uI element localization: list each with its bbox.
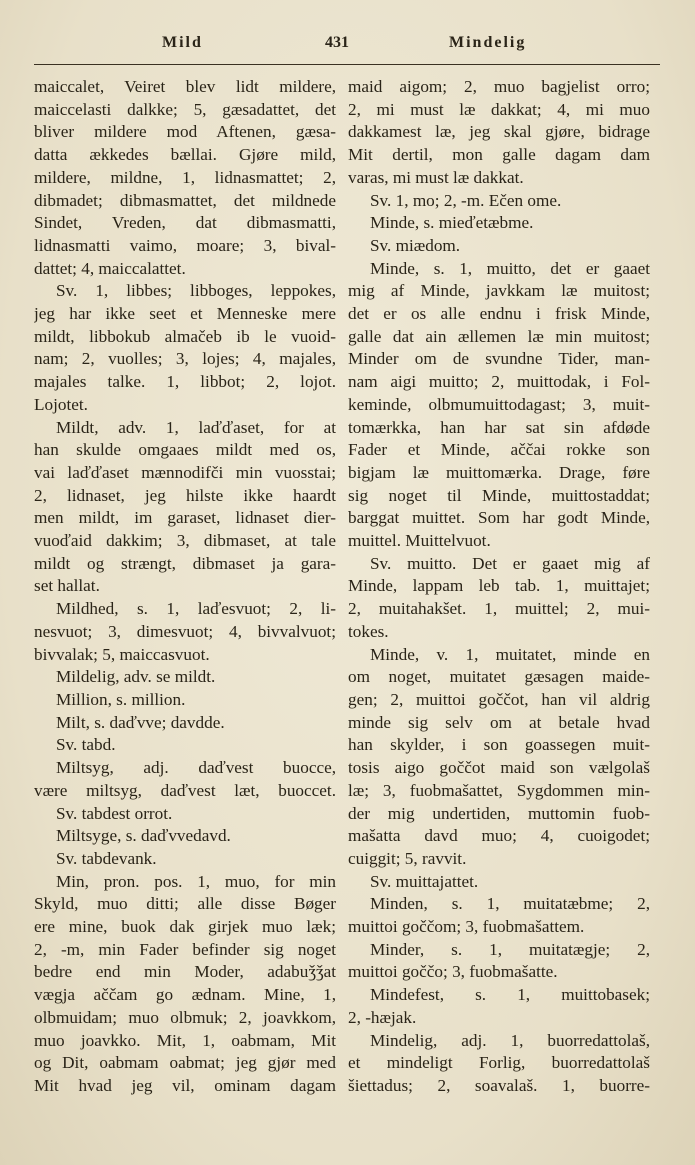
text-line: han skulde omgaaes mildt med os, bbox=[34, 440, 336, 460]
right-column bbox=[348, 76, 650, 1098]
text-line: Miltsyg, adj. daďvest buocce, bbox=[56, 758, 336, 778]
text-line: majales talke. 1, libbot; 2, lojot. bbox=[34, 372, 336, 392]
text-line: vægja aččam go ædnam. Mine, 1, bbox=[34, 985, 336, 1005]
text-line: cuiggit; 5, ravvit. bbox=[348, 848, 467, 868]
text-line: bivvalak; 5, maiccasvuot. bbox=[34, 644, 210, 664]
text-line: vai laďďaset mænnodifči min vuosstai; bbox=[34, 462, 336, 482]
text-line: varas, mi must læ dakkat. bbox=[348, 167, 524, 187]
text-line: det er os alle endnu i frisk Minde, bbox=[348, 304, 650, 324]
text-line: mildere, mildne, 1, lidnasmattet; 2, bbox=[34, 167, 336, 187]
text-line: et mindeligt Forlig, buorredattolaš bbox=[348, 1053, 650, 1073]
text-line: jeg har ikke seet et Menneske mere bbox=[34, 304, 336, 324]
text-line: Mindelig, adj. 1, buorredattolaš, bbox=[370, 1030, 650, 1050]
text-line: lidnasmatti vaimo, moare; 3, bival- bbox=[34, 235, 336, 255]
text-line: Mindefest, s. 1, muittobasek; bbox=[370, 985, 650, 1005]
text-line: tomærkka, han har sat sin afdøde bbox=[348, 417, 650, 437]
text-line: muittel. Muittelvuot. bbox=[348, 531, 491, 551]
text-line: Sv. 1, libbes; libboges, leppokes, bbox=[56, 281, 336, 301]
text-line: 2, -m, min Fader befinder sig noget bbox=[34, 939, 336, 959]
header-left-word: Mild bbox=[162, 34, 203, 51]
text-line: Min, pron. pos. 1, muo, for min bbox=[56, 871, 336, 891]
text-line: 2, -hæjak. bbox=[348, 1007, 417, 1027]
text-line: dakkamest læ, jeg skal gjøre, bidrage bbox=[348, 122, 650, 142]
text-line: Mildelig, adv. se mildt. bbox=[56, 667, 216, 687]
text-line: der mig undertiden, muttomin fuob- bbox=[348, 803, 650, 823]
text-line: Sindet, Vreden, dat dibmasmatti, bbox=[34, 213, 336, 233]
text-line: muo joavkko. Mit, 1, oabmam, Mit bbox=[34, 1030, 336, 1050]
text-line: nam aigi muitto; 2, muittodak, i Fol- bbox=[348, 372, 650, 392]
text-line: sig noget til Minde, muittostaddat; bbox=[348, 485, 650, 505]
text-line: Mit dertil, mon galle dagam dam bbox=[348, 145, 650, 165]
text-line: minde sig selv om at betale hvad bbox=[348, 712, 650, 732]
text-line: vuoďaid dakkim; 3, dibmaset, at tale bbox=[34, 531, 336, 551]
text-line: og Dit, oabmam oabmat; jeg gjør med bbox=[34, 1053, 336, 1073]
text-line: maiccalet, Veiret blev lidt mildere, bbox=[34, 77, 336, 96]
text-line: Sv. tabd. bbox=[56, 735, 116, 755]
text-line: Sv. muittajattet. bbox=[370, 871, 479, 891]
text-line: han skylder, i son goassegen muit- bbox=[348, 735, 650, 755]
text-line: Sv. miædom. bbox=[370, 235, 461, 255]
text-line: dattet; 4, maiccalattet. bbox=[34, 258, 186, 278]
text-line: galle dat ain ællemen læ min muitost; bbox=[348, 326, 650, 346]
text-line: datta ækkedes bællai. Gjøre mild, bbox=[34, 145, 336, 165]
text-line: mildt og strængt, dibmaset ja gara- bbox=[34, 553, 336, 573]
text-line: læ; 3, fuobmašattet, Sygdommen min- bbox=[348, 780, 650, 800]
text-line: tokes. bbox=[348, 621, 389, 641]
text-line: Minden, s. 1, muitatæbme; 2, bbox=[370, 894, 650, 914]
text-line: Skyld, muo ditti; alle disse Bøger bbox=[34, 894, 336, 914]
text-line: tosis aigo goččot maid son vælgolaš bbox=[348, 758, 650, 778]
text-line: 2, lidnaset, jeg hilste ikke haardt bbox=[34, 485, 336, 505]
text-line: šiettadus; 2, soavalaš. 1, buorre- bbox=[348, 1075, 650, 1095]
text-line: maid aigom; 2, muo bagjelist orro; bbox=[348, 77, 650, 96]
text-line: men mildt, im garaset, lidnaset dier- bbox=[34, 508, 336, 528]
text-line: keminde, olbmumuittodagast; 3, muit- bbox=[348, 394, 650, 414]
text-line: maiccelasti dalkke; 5, gæsadattet, det bbox=[34, 99, 336, 119]
text-line: Lojotet. bbox=[34, 394, 88, 414]
text-line: Minde, v. 1, muitatet, minde en bbox=[370, 644, 650, 664]
text-line: Fader et Minde, aččai rokke son bbox=[348, 440, 650, 460]
running-header bbox=[0, 34, 695, 60]
text-line: 2, mi must læ dakkat; 4, mi muo bbox=[348, 99, 650, 119]
text-line: Minde, s. mieďetæbme. bbox=[370, 213, 534, 233]
text-line: Minder om de svundne Tider, man- bbox=[348, 349, 650, 369]
text-line: mig af Minde, javkkam læ muitost; bbox=[348, 281, 650, 301]
header-rule bbox=[34, 64, 660, 65]
text-line: Million, s. million. bbox=[56, 689, 186, 709]
text-line: ere mine, buok dak girjek muo læk; bbox=[34, 917, 336, 937]
text-line: Sv. muitto. Det er gaaet mig af bbox=[370, 553, 650, 573]
text-line: om noget, muitatet gæsagen maide- bbox=[348, 667, 650, 687]
text-line: Mildhed, s. 1, laďesvuot; 2, li- bbox=[56, 599, 336, 619]
text-line: Mildt, adv. 1, laďďaset, for at bbox=[56, 417, 336, 437]
text-line: Sv. tabdevank. bbox=[56, 848, 157, 868]
text-line: barggat muittet. Som har godt Minde, bbox=[348, 508, 650, 528]
text-line: mildt, libbokub almačeb ib le vuoid- bbox=[34, 326, 336, 346]
text-line: Sv. 1, mo; 2, -m. Ečen ome. bbox=[370, 190, 562, 210]
text-line: Minde, s. 1, muitto, det er gaaet bbox=[370, 258, 650, 278]
text-line: Minde, lappam leb tab. 1, muittajet; bbox=[348, 576, 650, 596]
text-line: bigjam læ muittomærka. Drage, føre bbox=[348, 462, 650, 482]
text-line: muittoi goččom; 3, fuobmašattem. bbox=[348, 917, 585, 937]
text-line: være miltsyg, daďvest læt, buoccet. bbox=[34, 780, 336, 800]
text-line: Miltsyge, s. daďvvedavd. bbox=[56, 826, 231, 846]
text-line: bliver mildere mod Aftenen, gæsa- bbox=[34, 122, 336, 142]
text-line: nam; 2, vuolles; 3, lojes; 4, majales, bbox=[34, 349, 336, 369]
text-line: 2, muitahakšet. 1, muittel; 2, mui- bbox=[348, 599, 650, 619]
text-line: gen; 2, muittoi goččot, han vil aldrig bbox=[348, 689, 650, 709]
left-column bbox=[34, 76, 336, 1098]
text-line: Mit hvad jeg vil, ominam dagam bbox=[34, 1075, 336, 1095]
page-number: 431 bbox=[325, 34, 349, 51]
header-right-word: Mindelig bbox=[449, 34, 527, 51]
text-line: Sv. tabdest orrot. bbox=[56, 803, 173, 823]
text-line: olbmuidam; muo olbmuk; 2, joavkkom, bbox=[34, 1007, 336, 1027]
text-line: Milt, s. daďvve; davdde. bbox=[56, 712, 225, 732]
text-line: set hallat. bbox=[34, 576, 100, 596]
text-line: nesvuot; 3, dimesvuot; 4, bivvalvuot; bbox=[34, 621, 336, 641]
text-line: muittoi goččo; 3, fuobmašatte. bbox=[348, 962, 558, 982]
text-line: dibmadet; dibmasmattet, det mildnede bbox=[34, 190, 336, 210]
text-line: Minder, s. 1, muitatægje; 2, bbox=[370, 939, 650, 959]
text-line: bedre end min Moder, adabuǯǯat bbox=[34, 962, 336, 982]
text-line: mašatta davd muo; 4, cuoigodet; bbox=[348, 826, 650, 846]
